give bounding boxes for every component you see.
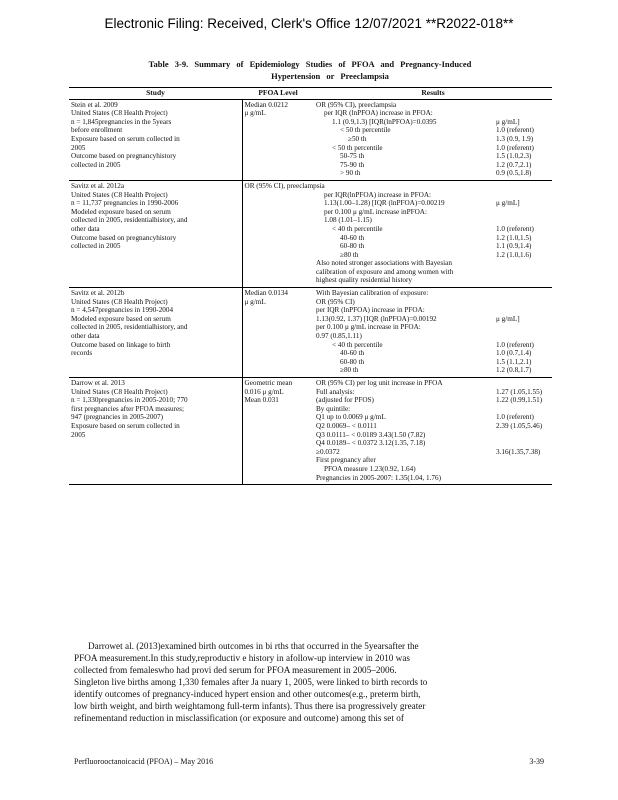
result-text: Q3 0.0111– < 0.0189 3.43(1.50 (7.82) [316,430,426,439]
result-value: 2.39 (1.05,5.46) [496,421,543,430]
results-cell [314,180,552,287]
result-value: 0.9 (0.5,1.8) [496,169,532,178]
table-row [69,288,552,378]
result-value: 1.0 (referent) [496,413,534,422]
result-text: With Bayesian calibration of exposure: [316,289,429,298]
result-text: 40-60 th [340,349,365,358]
study-line: Modeled exposure based on serum [71,314,171,323]
study-line: Outcome based on linkage to birth [71,340,171,349]
result-line [316,439,550,448]
result-value: 1.5 (1.1,2.1) [496,357,532,366]
result-line [316,448,550,457]
result-text: 75-90 th [340,160,365,169]
study-line: Outcome based on pregnancyhistory [71,233,177,242]
result-line [316,251,550,260]
result-value [496,474,550,483]
result-value: 1.22 (0.99,1.51) [496,396,543,405]
result-text: 1.13(1.00–1.28) [IQR (lnPFOA)=0.00219 [324,199,445,208]
study-line: United States (C8 Health Project) [71,297,168,306]
result-value: 1.5 (1.0,2.3) [496,152,532,161]
study-line: Stein et al. 2009 [71,100,118,109]
table-header-row [69,88,552,100]
result-line [316,208,550,217]
result-value: 1.2 (0.8,1.7) [496,366,532,375]
result-line [316,431,550,440]
study-line: 2005 [71,430,86,439]
result-text: Q4 0.0189– < 0.0372 3.12(1.35, 7.18) [316,439,426,448]
table-row [69,99,552,180]
result-value [496,379,550,388]
pfoa-level-cell [242,99,314,180]
results-cell [314,99,552,180]
result-value [496,182,550,191]
body-line: refinementand reduction in misclassification (or exposure and outcome) among this set of [74,713,404,723]
result-value: 1.0 (referent) [496,340,534,349]
col-header-pfoa-level: PFOA Level [242,88,314,100]
result-line [316,259,550,268]
result-value: 1.0 (referent) [496,224,534,233]
pfoa-level-cell [242,378,314,485]
result-line [316,169,550,178]
study-line: Modeled exposure based on serum [71,207,171,216]
result-text: per IQR (lnPFOA) increase in PFOA: [324,109,433,118]
body-line: collected from femaleswho had provi ded serum for PFOA measurement in 2005–2006. [74,665,397,675]
result-line [316,358,550,367]
body-paragraph [74,640,544,724]
result-text: 1.1 (0.9,1.3) [IQR(lnPFOA)=0.0395 [332,117,437,126]
result-line [316,465,550,474]
result-line [316,422,550,431]
pfoa-level-cell [242,180,325,287]
result-value [496,191,550,200]
result-value: 1.0 (referent) [496,143,534,152]
study-line: collected in 2005, residentialhistory, and [71,216,188,225]
result-value: 1.1 (0.9,1.4) [496,242,532,251]
result-line [316,366,550,375]
result-line [316,152,550,161]
footer-title: Perfluorooctanoicacid (PFOA) – May 2016 [74,757,214,766]
study-line: 947 (pregnancies in 2005-2007) [71,413,164,422]
result-line [316,225,550,234]
result-text: 50-75 th [340,152,365,161]
result-value [496,101,550,110]
result-line [316,144,550,153]
result-text: ≥50 th [348,134,367,143]
result-text: per IQR (lnPFOA) increase in PFOA: [316,306,425,315]
result-text: 1.13(0.92, 1.37) [IQR (lnPFOA)=0.00192 [316,314,437,323]
result-line [316,161,550,170]
result-line [316,199,550,208]
result-text: ≥80 th [340,366,359,375]
result-line [316,242,550,251]
result-text: < 40 th percentile [332,340,383,349]
study-line: Exposure based on serum collected in [71,421,180,430]
results-cell [314,378,552,485]
result-line [316,101,550,110]
result-value [496,465,550,474]
result-value [496,276,550,285]
result-line [316,396,550,405]
result-text: Q2 0.0069– < 0.0111 [316,421,377,430]
result-line [316,405,550,414]
result-line [316,306,550,315]
result-line [316,332,550,341]
pfoa-level-line: Median 0.0212 [244,100,289,109]
result-text: 60-80 th [340,242,365,251]
result-value: 1.0 (0.7,1.4) [496,349,532,358]
result-value [496,259,550,268]
col-header-study: Study [69,88,242,100]
result-text: Also noted stronger associations with Bayesian [316,259,452,268]
study-line: collected in 2005 [71,160,121,169]
result-text: Full analysis: [316,387,355,396]
result-value: μ g/mL] [496,199,520,208]
study-line: Outcome based on pregnancyhistory [71,152,177,161]
result-value: 1.2 (1.0,1.6) [496,250,532,259]
result-line [316,182,550,191]
study-line: before enrollment [71,126,123,135]
study-line: United States (C8 Health Project) [71,190,168,199]
pfoa-level-line: μ g/mL [244,297,266,306]
pfoa-level-cell [242,288,314,378]
result-value: 1.0 (referent) [496,126,534,135]
result-line [316,456,550,465]
result-value [496,208,550,217]
result-text: calibration of exposure and among women with [316,267,454,276]
body-line: Singleton live births among 1,330 females after Ja nuary 1, 2005, were linked to birth records to [74,677,428,687]
pfoa-level-line: μ g/mL [244,109,266,118]
result-text: per IQR(lnPFOA) increase in PFOA: [324,190,432,199]
result-text: < 50 th percentile [340,126,391,135]
result-line [316,216,550,225]
result-line [316,379,550,388]
pfoa-level-line: OR (95% CI), preeclampsia [244,181,325,190]
summary-table [69,87,552,485]
result-value: 3.16(1.35,7.38) [496,447,541,456]
result-text: OR (95% CI), preeclampsia [316,100,397,109]
result-line [316,323,550,332]
study-line: United States (C8 Health Project) [71,109,168,118]
result-text: < 50 th percentile [332,143,383,152]
result-line [316,298,550,307]
filing-header: Electronic Filing: Received, Clerk's Office 12/07/2021 **R2022-018** [104,16,514,31]
result-value: 1.2 (0.7,2.1) [496,160,532,169]
result-value [496,439,550,448]
study-line: Exposure based on serum collected in [71,134,180,143]
result-line [316,191,550,200]
result-text: 40-60 th [340,233,365,242]
study-line: collected in 2005 [71,242,121,251]
pfoa-level-line: Mean 0.031 [244,396,279,405]
result-value [496,306,550,315]
result-text: < 40 th percentile [332,224,383,233]
result-text: per 0.100 μ g/mL increase inPFOA: [324,207,427,216]
result-value [496,298,550,307]
study-line: n = 4,547pregnancies in 1990-2004 [71,306,174,315]
result-text: > 90 th [340,169,361,178]
result-text: Q1 up to 0.0069 μ g/mL [316,413,386,422]
page-footer [74,757,544,766]
study-cell [69,99,242,180]
result-text: ≥0.0372 [316,447,340,456]
body-line: PFOA measurement.In this study,reproductiv e history in afollow-up interview in 2010 was [74,653,410,663]
study-line: n = 1,845pregnancies in the 5years [71,117,172,126]
result-line [316,234,550,243]
result-value [496,405,550,414]
results-cell [314,288,552,378]
study-line: other data [71,332,100,341]
study-line: n = 11,737 pregnancies in 1990-2006 [71,199,179,208]
col-header-results: Results [314,88,552,100]
study-line: other data [71,224,100,233]
result-line [316,474,550,483]
result-line [316,388,550,397]
body-line: low birth weight, and birth weightamong full-term infants). Thus there isa progressively greater [74,701,426,711]
study-line: Savitz et al. 2012a [71,181,125,190]
result-text: ≥80 th [340,250,359,259]
table-row [69,180,552,287]
study-cell [69,288,242,378]
caption-line-2: Hypertension or Preeclampsia [271,71,389,81]
caption-line-1: Table 3-9. Summary of Epidemiology Studies of PFOA and Pregnancy-Induced [148,59,472,69]
pfoa-level-line: Median 0.0134 [244,289,289,298]
study-cell [69,180,242,287]
page-number: 3-39 [529,757,544,766]
pfoa-level-line: 0.016 μ g/mL [244,387,284,396]
result-value: μ g/mL] [496,314,520,323]
study-line: Darrow et al. 2013 [71,379,125,387]
result-text: 0.97 (0.85,1.11) [316,332,362,341]
result-text: By quintile: [316,404,351,413]
result-line [316,349,550,358]
result-line [316,413,550,422]
study-line: United States (C8 Health Project) [71,387,168,396]
result-line [316,135,550,144]
result-value [496,268,550,277]
study-cell [69,378,242,485]
result-text: OR (95% CI) [316,297,355,306]
result-text: PFOA measure 1.23(0.92, 1.64) [324,464,416,473]
study-line: Savitz et al. 2012b [71,289,125,298]
table-caption [60,58,560,82]
result-value: 1.2 (1.0,1.5) [496,233,532,242]
result-line [316,315,550,324]
result-value [496,289,550,298]
study-line: first pregnancies after PFOA measures; [71,404,184,413]
result-text: First pregnancy after [316,456,376,465]
result-text: 60-80 th [340,357,365,366]
body-line: identify outcomes of pregnancy-induced hypert ension and other outcomes(e.g., preterm birth, [74,689,421,699]
result-value [496,216,550,225]
result-line [316,109,550,118]
result-text: Pregnancies in 2005-2007: 1.35(1.04, 1.76) [316,473,441,482]
result-line [316,118,550,127]
result-line [316,126,550,135]
body-line: Darrowet al. (2013)examined birth outcomes in bi rths that occurred in the 5yearsafter the [88,641,419,651]
study-line: records [71,349,93,358]
result-line [316,276,550,285]
result-line [316,341,550,350]
result-value [496,109,550,118]
result-value [496,332,550,341]
study-line: n = 1,330pregnancies in 2005-2010; 770 [71,396,188,405]
pfoa-level-line: Geometric mean [244,379,293,387]
table-row [69,378,552,485]
result-value: 1.3 (0.9, 1.9) [496,134,534,143]
result-line [316,268,550,277]
result-value: μ g/mL] [496,117,520,126]
result-value [496,456,550,465]
study-line: 2005 [71,143,86,152]
result-text: highest quality residential history [316,276,413,285]
result-text: OR (95% CI) per log unit increase in PFOA [316,379,443,387]
study-line: collected in 2005, residentialhistory, and [71,323,188,332]
result-text: per 0.100 μ g/mL increase in PFOA: [316,323,421,332]
result-value [496,431,550,440]
result-value [496,323,550,332]
result-line [316,289,550,298]
result-text: 1.08 (1.01–1.15) [324,216,372,225]
result-value: 1.27 (1.05,1.55) [496,387,543,396]
result-text: (adjusted for PFOS) [316,396,374,405]
